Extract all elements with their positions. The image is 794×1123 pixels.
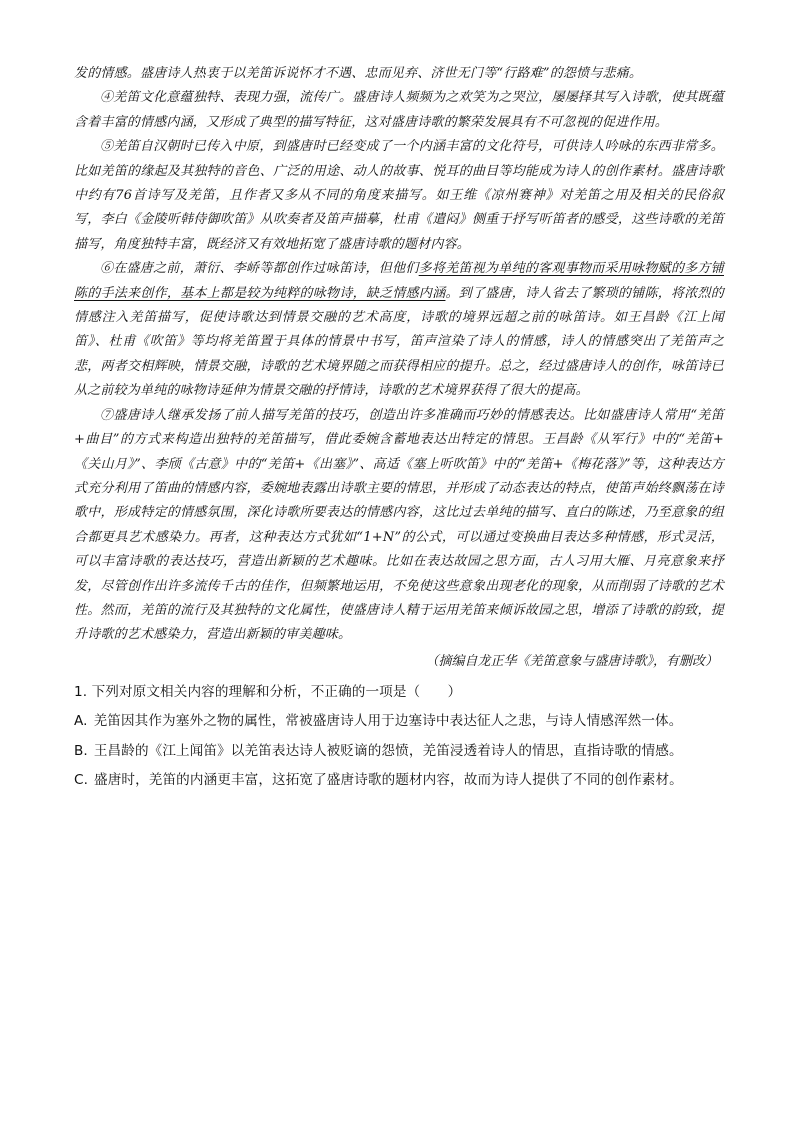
option-letter: A. bbox=[74, 713, 88, 730]
paragraph-6-lead: ⑥在盛唐之前，萧衍、李峤等都创作过咏笛诗，但他们 bbox=[100, 261, 419, 277]
question-stem: 1. 下列对原文相关内容的理解和分析，不正确的一项是（ ） bbox=[74, 683, 462, 700]
underlined-sentence: 多将羌笛视为单纯的客观事物而采用咏物赋的多方铺陈的手法来创作，基本上都是较为纯粹的咏物诗，缺乏情感内涵 bbox=[74, 261, 724, 301]
question-1 bbox=[74, 678, 724, 796]
article-paragraph-continued: 发的情感。盛唐诗人热衷于以羌笛诉说怀才不遇、忠而见弃、济世无门等“行路难”的怨愤与悲痛。 bbox=[74, 66, 643, 81]
article-paragraph-7: ⑦盛唐诗人继承发扬了前人描写羌笛的技巧，创造出许多准确而巧妙的情感表达。比如盛唐诗人常用“羌笛+曲目”的方式来构造出独特的羌笛描写，借此委婉含蓄地表达出特定的情思。王昌龄《从军行》中的“羌笛+《关山月》”、李颀《古意》中的“羌笛+《出塞》”、高适《塞上听吹笛》中的“羌笛+《梅花落》”等，这种表达方式充分利用了笛曲的情感内容，委婉地表露出诗歌主要的情思，并形成了动态表达的特点，使笛声始终飘荡在诗歌中，形成特定的情感氛围，深化诗歌所要表达的情感内容，这比过去单纯的描写、直白的陈述，乃至意象的组合都更具艺术感染力。再者，这种表达方式犹如“1+N”的公式，可以通过变换曲目表达多种情感，形式灵活，可以丰富诗歌的表达技巧，营造出新颖的艺术趣味。比如在表达故园之思方面，古人习用大雁、月亮意象来抒发，尽管创作出许多流传千古的佳作，但频繁地运用，不免使这些意象出现老化的现象，从而削弱了诗歌的艺术性。然而，羌笛的流行及其独特的文化属性，使盛唐诗人精于运用羌笛来倾诉故园之思，增添了诗歌的韵致，提升诗歌的艺术感染力，营造出新颖的审美趣味。 bbox=[74, 407, 724, 643]
option-text: 羌笛因其作为塞外之物的属性，常被盛唐诗人用于边塞诗中表达征人之悲，与诗人情感浑然一体。 bbox=[93, 713, 683, 730]
article-paragraph-5: ⑤羌笛自汉朝时已传入中原，到盛唐时已经变成了一个内涵丰富的文化符号，可供诗人吟咏的东西非常多。比如羌笛的缘起及其独特的音色、广泛的用途、动人的故事、悦耳的曲目等均能成为诗人的创作素材。盛唐诗歌中约有76首诗写及羌笛，且作者又多从不同的角度来描写。如王维《凉州赛神》对羌笛之用及相关的民俗叙写，李白《金陵听韩侍御吹笛》从吹奏者及笛声描摹，杜甫《遣闷》侧重于抒写听笛者的感受，这些诗歌的羌笛描写，角度独特丰富，既经济又有效地拓宽了盛唐诗歌的题材内容。 bbox=[74, 139, 724, 252]
option-a[interactable] bbox=[74, 707, 724, 737]
option-letter: B. bbox=[74, 742, 88, 759]
article-paragraph-6 bbox=[74, 257, 724, 403]
page-content bbox=[74, 62, 724, 796]
option-text: 盛唐时，羌笛的内涵更丰富，这拓宽了盛唐诗歌的题材内容，故而为诗人提供了不同的创作素材。 bbox=[94, 772, 683, 789]
article-paragraph-4: ④羌笛文化意蕴独特、表现力强，流传广。盛唐诗人频频为之欢笑为之哭泣，屡屡择其写入诗歌，使其既蕴含着丰富的情感内涵，又形成了典型的描写特征，这对盛唐诗歌的繁荣发展具有不可忽视的促进作用。 bbox=[74, 90, 724, 130]
option-text: 王昌龄的《江上闻笛》以羌笛表达诗人被贬谪的怨愤，羌笛浸透着诗人的情思，直指诗歌的情感。 bbox=[93, 742, 683, 759]
option-b[interactable] bbox=[74, 737, 724, 767]
option-c[interactable] bbox=[74, 766, 724, 796]
article-source: （摘编自龙正华《羌笛意象与盛唐诗歌》，有删改） bbox=[425, 653, 718, 669]
option-letter: C. bbox=[74, 772, 89, 789]
paragraph-6-rest: 。到了盛唐，诗人省去了繁琐的铺陈，将浓烈的情感注入羌笛描写，促使诗歌达到情景交融的艺术高度，诗歌的境界远超之前的咏笛诗。如王昌龄《江上闻笛》、杜甫《吹笛》等均将羌笛置于具体的情景中书写，笛声渲染了诗人的情感，诗人的情感突出了羌笛声之悲，两者交相辉映，情景交融，诗歌的艺术境界随之而获得相应的提升。总之，经过盛唐诗人的创作，咏笛诗已从之前较为单纯的咏物诗延伸为情景交融的抒情诗，诗歌的艺术境界获得了很大的提高。 bbox=[74, 285, 724, 399]
